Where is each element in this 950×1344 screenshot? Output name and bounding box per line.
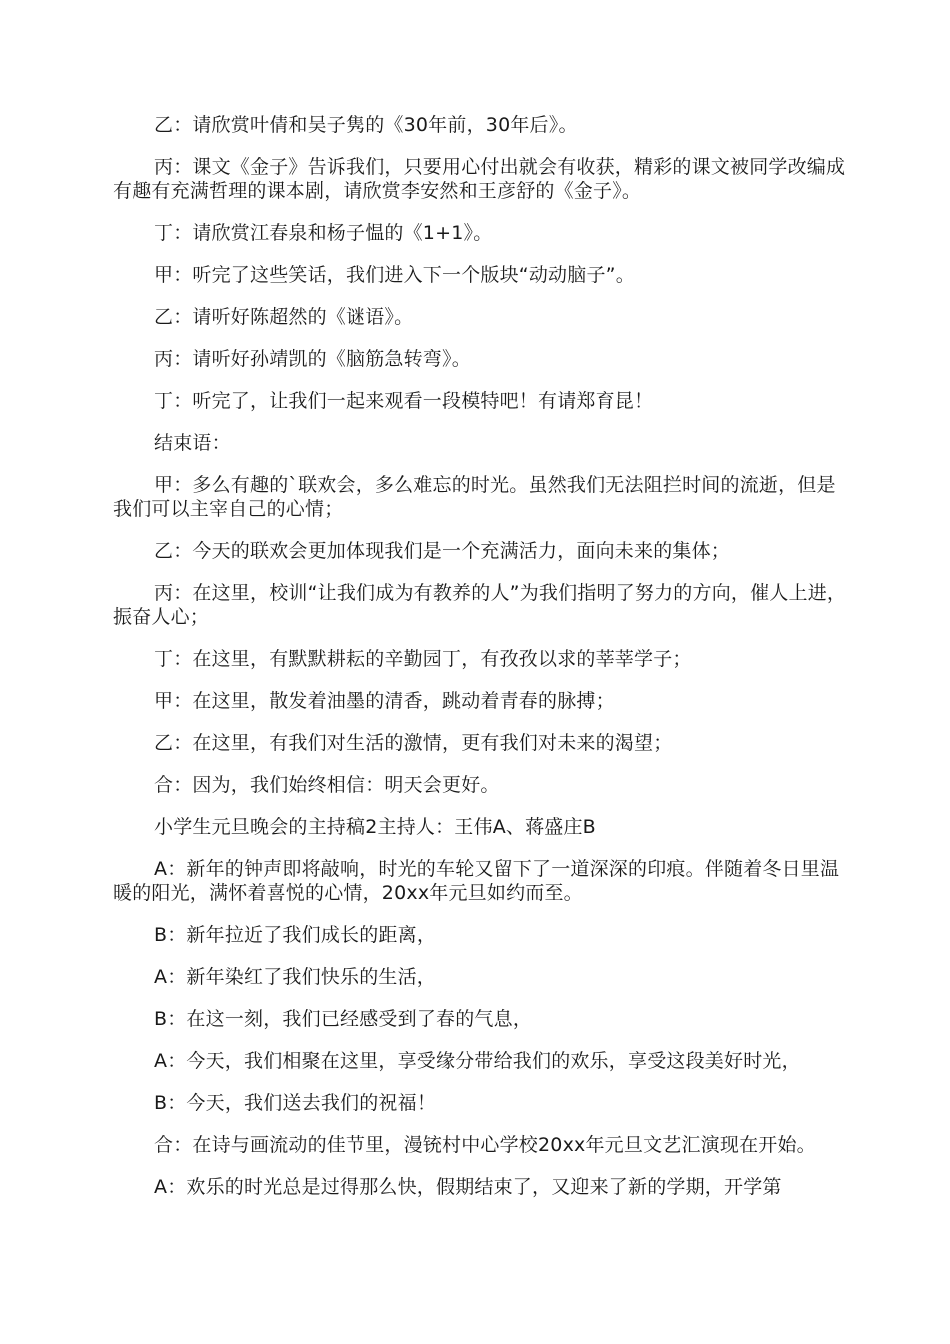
paragraph-14: 乙：在这里，有我们对生活的激情，更有我们对未来的渴望； [154,732,673,754]
paragraph-19: A：新年染红了我们快乐的生活， [154,966,436,988]
paragraph-17: A：新年的钟声即将敲响，时光的车轮又留下了一道深深的印痕。伴随着冬日里温暖的阳光，满怀着喜悦的心情，20xx年元旦如约而至。 [113,858,840,904]
paragraph-2: 丙：课文《金子》告诉我们，只要用心付出就会有收获，精彩的课文被同学改编成有趣有充满哲理的课本剧，请欣赏李安然和王彦舒的《金子》。 [113,156,846,202]
paragraph-8: 结束语： [154,432,231,454]
paragraph-18: B：新年拉近了我们成长的距离， [154,924,437,946]
paragraph-15: 合：因为，我们始终相信：明天会更好。 [154,774,500,796]
document-body [113,113,853,1199]
paragraph-23: 合：在诗与画流动的佳节里，漫铳村中心学校20xx年元旦文艺汇演现在开始。 [154,1134,816,1156]
paragraph-13: 甲：在这里，散发着油墨的清香，跳动着青春的脉搏； [154,690,615,712]
paragraph-1: 乙：请欣赏叶倩和吴子隽的《30年前，30年后》。 [154,114,578,136]
paragraph-24: A：欢乐的时光总是过得那么快，假期结束了，又迎来了新的学期，开学第 [154,1176,782,1198]
paragraph-21: A：今天，我们相聚在这里，享受缘分带给我们的欢乐，享受这段美好时光， [154,1050,801,1072]
paragraph-5: 乙：请听好陈超然的《谜语》。 [154,306,414,328]
paragraph-6: 丙：请听好孙靖凯的《脑筋急转弯》。 [154,348,471,370]
paragraph-3: 丁：请欣赏江春泉和杨子愠的《1+1》。 [154,222,493,244]
paragraph-4: 甲：听完了这些笑话，我们进入下一个版块“动动脑子”。 [154,264,635,286]
paragraph-20: B：在这一刻，我们已经感受到了春的气息， [154,1008,533,1030]
paragraph-12: 丁：在这里，有默默耕耘的辛勤园丁，有孜孜以求的莘莘学子； [154,648,692,670]
paragraph-10: 乙：今天的联欢会更加体现我们是一个充满活力，面向未来的集体； [154,540,731,562]
paragraph-11: 丙：在这里，校训“让我们成为有教养的人”为我们指明了努力的方向，催人上进，振奋人心； [113,582,847,628]
paragraph-22: B：今天，我们送去我们的祝福！ [154,1092,437,1114]
section-heading: 小学生元旦晚会的主持稿2主持人：王伟A、蒋盛庄B [154,816,596,838]
paragraph-9: 甲：多么有趣的`联欢会，多么难忘的时光。虽然我们无法阻拦时间的流逝，但是我们可以主宰自己的心情； [113,474,836,520]
paragraph-7: 丁：听完了，让我们一起来观看一段模特吧！有请郑育昆！ [154,390,654,412]
